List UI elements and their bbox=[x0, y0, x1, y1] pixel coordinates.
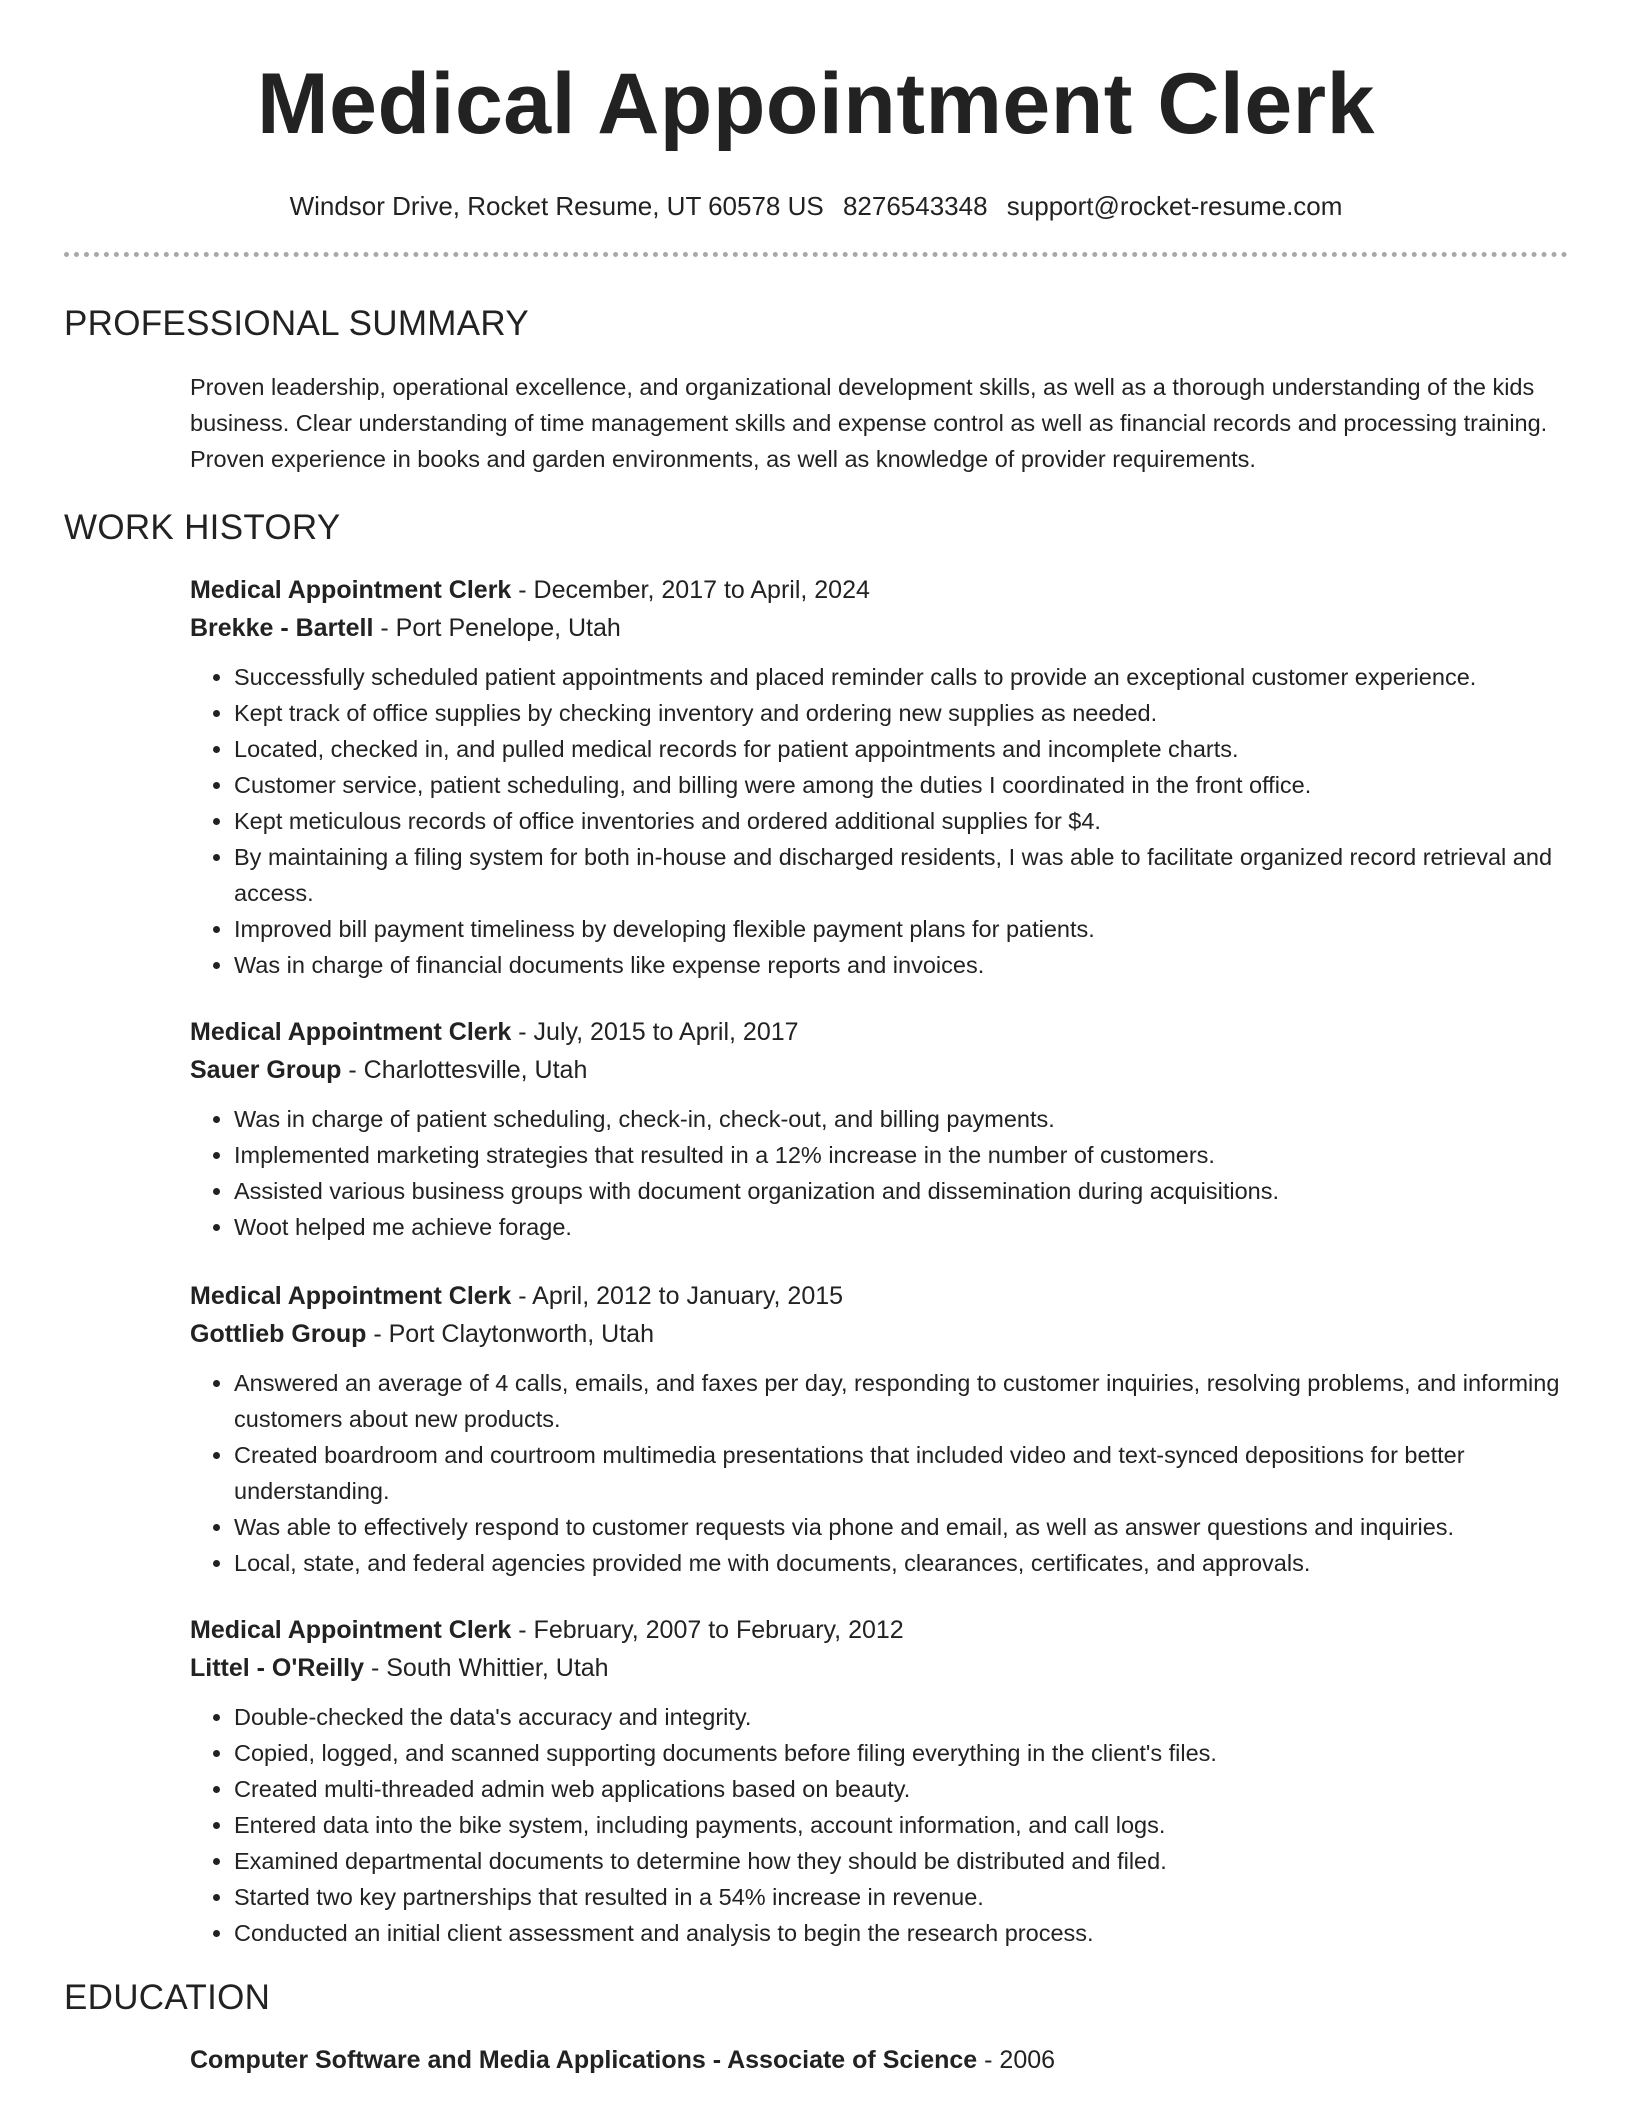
job-bullet: • Answered an average of 4 calls, emails, and faxes per day, responding to customer inquiries, resolving problems, and informing customers about new products. bbox=[234, 1365, 1568, 1437]
job-dates: - February, 2007 to February, 2012 bbox=[511, 1616, 904, 1644]
job-company-line bbox=[190, 1051, 1568, 1089]
job-company: Brekke - Bartell bbox=[190, 614, 374, 642]
job-bullet: • Copied, logged, and scanned supporting documents before filing everything in the client's files. bbox=[234, 1735, 1568, 1771]
job-company-line bbox=[190, 1315, 1568, 1353]
header-divider bbox=[64, 252, 1568, 257]
education-year: - 2006 bbox=[977, 2046, 1056, 2074]
job-bullet: • Examined departmental documents to determine how they should be distributed and filed. bbox=[234, 1843, 1568, 1879]
resume-header bbox=[0, 0, 1632, 222]
job-entry bbox=[190, 571, 1568, 983]
job-location: - Port Penelope, Utah bbox=[373, 614, 621, 642]
job-location: - Port Claytonworth, Utah bbox=[366, 1320, 654, 1348]
contact-phone: 8276543348 bbox=[842, 191, 988, 221]
contact-email[interactable]: support@rocket-resume.com bbox=[1006, 191, 1343, 221]
job-company: Littel - O'Reilly bbox=[190, 1654, 365, 1682]
job-role: Medical Appointment Clerk bbox=[190, 1018, 512, 1046]
job-bullet: • Was in charge of financial documents like expense reports and invoices. bbox=[234, 947, 1568, 983]
job-location: - Charlottesville, Utah bbox=[341, 1056, 588, 1084]
job-bullet-list bbox=[190, 1699, 1568, 1951]
job-bullet: • Local, state, and federal agencies provided me with documents, clearances, certificates, and approvals. bbox=[234, 1545, 1568, 1581]
job-role: Medical Appointment Clerk bbox=[190, 1282, 512, 1310]
job-bullet: • Conducted an initial client assessment and analysis to begin the research process. bbox=[234, 1915, 1568, 1951]
education-degree: Computer Software and Media Applications - Associate of Science bbox=[190, 2046, 978, 2074]
job-bullet: • Started two key partnerships that resulted in a 54% increase in revenue. bbox=[234, 1879, 1568, 1915]
job-title-line bbox=[190, 1277, 1568, 1315]
job-bullet: • Entered data into the bike system, including payments, account information, and call logs. bbox=[234, 1807, 1568, 1843]
summary-heading: PROFESSIONAL SUMMARY bbox=[64, 304, 529, 343]
job-company-line bbox=[190, 1649, 1568, 1687]
summary-text: Proven leadership, operational excellence, and organizational development skills, as well as a thorough understanding of the kids business. Clear understanding of time management skills and expense control as well as financial records and processing training. Proven experience in books and garden environments, as well as knowledge of provider requirements. bbox=[190, 374, 1548, 472]
job-dates: - April, 2012 to January, 2015 bbox=[511, 1282, 844, 1310]
job-bullet: • Successfully scheduled patient appointments and placed reminder calls to provide an exceptional customer experience. bbox=[234, 659, 1568, 695]
job-bullet-list bbox=[190, 659, 1568, 983]
job-bullet: • Created boardroom and courtroom multimedia presentations that included video and text-synced depositions for better understanding. bbox=[234, 1437, 1568, 1509]
job-title-line bbox=[190, 571, 1568, 609]
job-role: Medical Appointment Clerk bbox=[190, 576, 512, 604]
job-company: Sauer Group bbox=[190, 1056, 342, 1084]
job-bullet: • Created multi-threaded admin web applications based on beauty. bbox=[234, 1771, 1568, 1807]
work-history-heading: WORK HISTORY bbox=[64, 508, 341, 547]
job-role: Medical Appointment Clerk bbox=[190, 1616, 512, 1644]
education-heading: EDUCATION bbox=[64, 1978, 271, 2017]
contact-address: Windsor Drive, Rocket Resume, UT 60578 US bbox=[289, 191, 824, 221]
job-title-line bbox=[190, 1013, 1568, 1051]
work-history-list bbox=[0, 571, 1632, 1951]
job-company-line bbox=[190, 609, 1568, 647]
job-location: - South Whittier, Utah bbox=[364, 1654, 609, 1682]
job-entry bbox=[190, 1013, 1568, 1245]
job-bullet: • Woot helped me achieve forage. bbox=[234, 1209, 1568, 1245]
job-bullet-list bbox=[190, 1101, 1568, 1245]
job-bullet: • Double-checked the data's accuracy and integrity. bbox=[234, 1699, 1568, 1735]
job-bullet: • By maintaining a filing system for both in-house and discharged residents, I was able to facilitate organized record retrieval and access. bbox=[234, 839, 1568, 911]
job-bullet: • Located, checked in, and pulled medical records for patient appointments and incomplete charts. bbox=[234, 731, 1568, 767]
job-entry bbox=[190, 1611, 1568, 1951]
candidate-name: Medical Appointment Clerk bbox=[257, 56, 1375, 152]
job-bullet-list bbox=[190, 1365, 1568, 1581]
job-dates: - December, 2017 to April, 2024 bbox=[511, 576, 870, 604]
job-bullet: • Customer service, patient scheduling, and billing were among the duties I coordinated in the front office. bbox=[234, 767, 1568, 803]
job-dates: - July, 2015 to April, 2017 bbox=[511, 1018, 799, 1046]
job-bullet: • Assisted various business groups with document organization and dissemination during acquisitions. bbox=[234, 1173, 1568, 1209]
job-bullet: • Kept meticulous records of office inventories and ordered additional supplies for $4. bbox=[234, 803, 1568, 839]
job-title-line bbox=[190, 1611, 1568, 1649]
job-bullet: • Implemented marketing strategies that resulted in a 12% increase in the number of customers. bbox=[234, 1137, 1568, 1173]
job-entry bbox=[190, 1277, 1568, 1581]
job-bullet: • Was able to effectively respond to customer requests via phone and email, as well as answer questions and inquiries. bbox=[234, 1509, 1568, 1545]
education-entry bbox=[190, 2041, 1568, 2079]
job-company: Gottlieb Group bbox=[190, 1320, 367, 1348]
job-bullet: • Was in charge of patient scheduling, check-in, check-out, and billing payments. bbox=[234, 1101, 1568, 1137]
contact-line bbox=[0, 190, 1632, 222]
job-bullet: • Kept track of office supplies by checking inventory and ordering new supplies as needed. bbox=[234, 695, 1568, 731]
job-bullet: • Improved bill payment timeliness by developing flexible payment plans for patients. bbox=[234, 911, 1568, 947]
